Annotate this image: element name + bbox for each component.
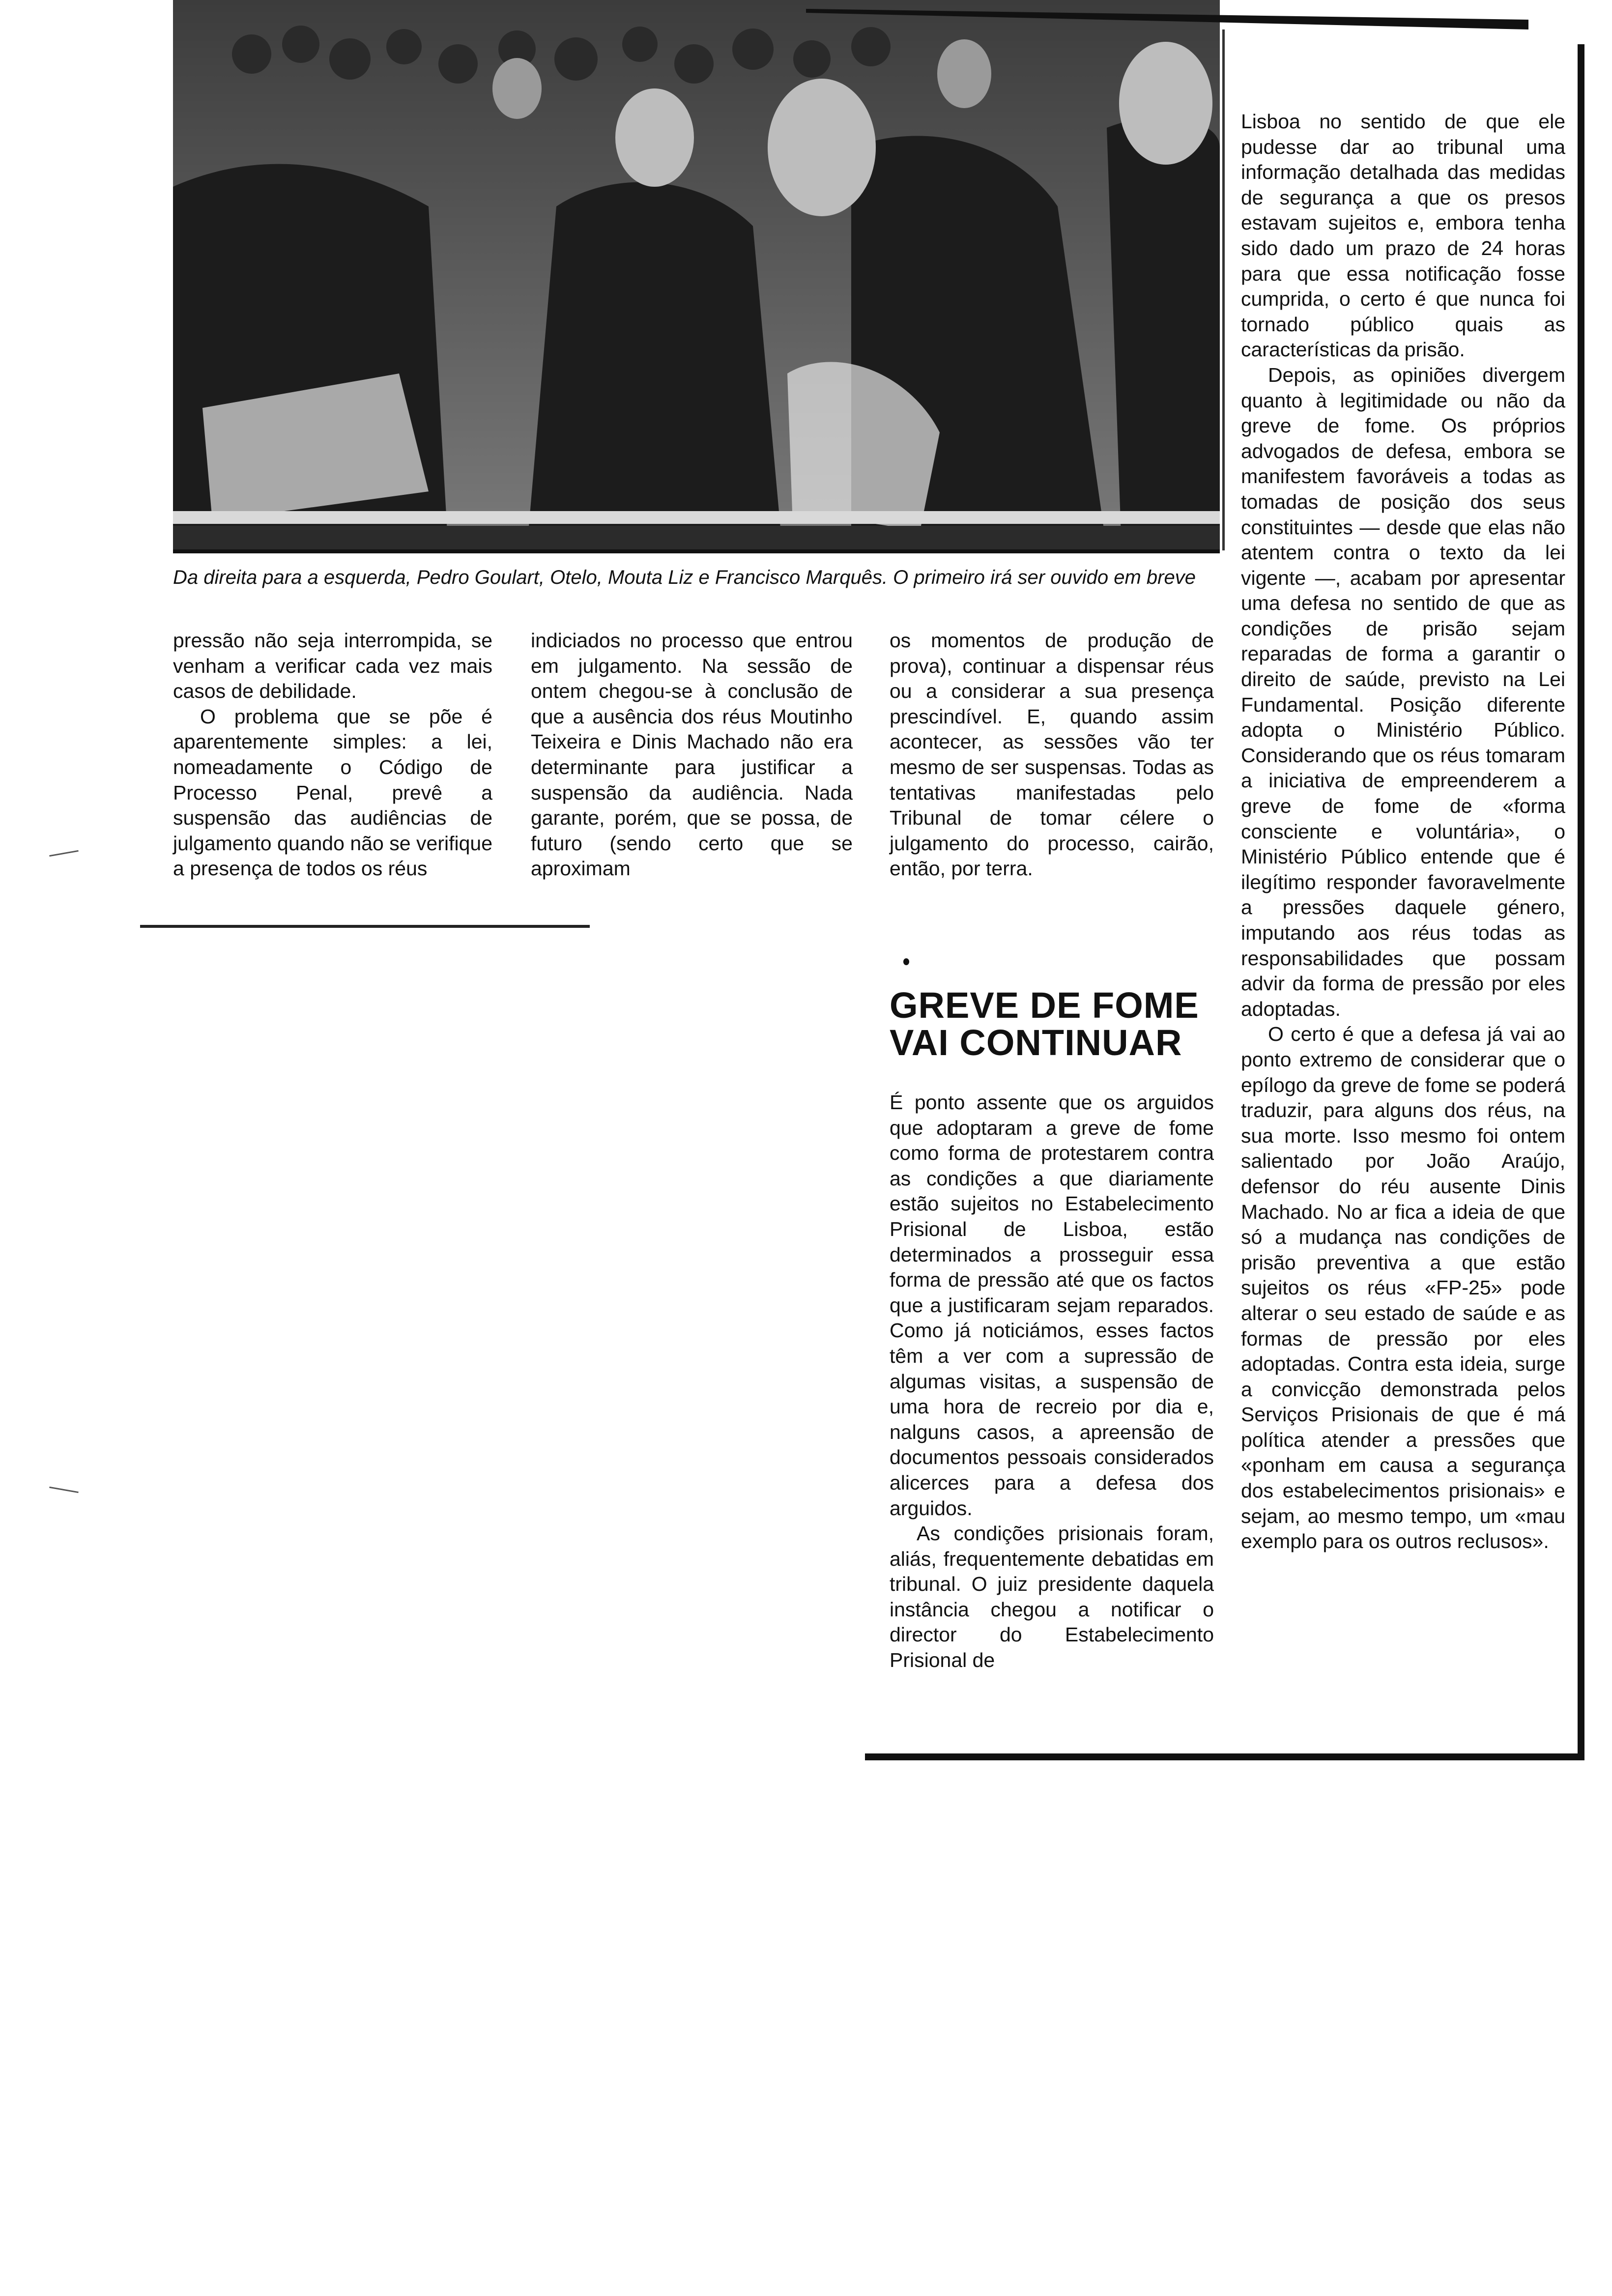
photo-illustration [173,0,1220,549]
courtroom-photo [173,0,1220,549]
top-decorative-rule [806,0,1528,34]
paragraph: É ponto assente que os arguidos que adoptaram a greve de fome como forma de protestarem contra as condições a que diariamente estão sujeitos no Estabelecimento Prisional de Lisboa, estão determinados a prosseguir essa forma de pressão até que os factos que a justificaram sejam reparados. Como já noticiámos, esses factos têm a ver com a supressão de algumas visitas, a suspensão de uma hora de recreio por dia e, nalguns casos, a apreensão de documentos pessoais considerados alicerces para a defesa dos arguidos. [890,1091,1214,1520]
column-bottom-border [865,1753,1584,1760]
article-column-3 [890,628,1214,882]
article-column-1 [173,628,492,882]
photo-caption: Da direita para a esquerda, Pedro Goulart, Otelo, Mouta Liz e Francisco Marquês. O primeiro irá ser ouvido em breve [173,567,1196,588]
photo-bottom-rule [173,549,1220,553]
paragraph: os momentos de produção de prova), continuar a dispensar réus ou a considerar a sua presença prescindível. E, quando assim acontecer, as sessões vão ter mesmo de ser suspensas. Todas as tentativas manifestadas pelo Tribunal de tomar célere o julgamento do processo, cairão, então, por terra. [890,629,1214,880]
scan-mark [49,850,79,857]
section-heading: GREVE DE FOME VAI CONTINUAR [890,985,1199,1063]
paragraph: indiciados no processo que entrou em julgamento. Na sessão de ontem chegou-se à conclusão de que a ausência dos réus Moutinho Teixeira e Dinis Machado não era determinante para justificar a suspensão da audiência. Nada garante, porém, que se possa, de futuro (sendo certo que se aproximam [531,629,853,880]
bullet-icon [903,958,909,965]
paragraph: O problema que se põe é aparentemente simples: a lei, nomeadamente o Código de Processo Penal, prevê a suspensão das audiências de julgamento quando não se verifique a presença de todos os réus [173,705,492,880]
paragraph: O certo é que a defesa já vai ao ponto extremo de considerar que o epílogo da greve de fome se poderá traduzir, para alguns dos réus, na sua morte. Isso mesmo foi ontem salientado por João Araújo, defensor do réu ausente Dinis Machado. No ar fica a ideia de que só a mudança nas condições de prisão preventiva a que estão sujeitos os réus «FP-25» pode alterar o seu estado de saúde e as formas de pressão por eles adoptadas. Contra esta ideia, surge a convicção demonstrada pelos Serviços Prisionais de que é má política atender a pressões que «ponham em causa a segurança dos estabelecimentos prisionais» e sejam, ao mesmo tempo, um «mau exemplo para os outros reclusos». [1241,1023,1565,1553]
paragraph: Depois, as opiniões divergem quanto à legitimidade ou não da greve de fome. Os próprios advogados de defesa, embora se manifestem favoráveis a todas as tomadas de posição dos seus constituintes — desde que elas não atentem contra o texto da lei vigente —, acabam por apresentar uma defesa no sentido de que as condições de prisão sejam reparadas de forma a garantir o direito de saúde, previsto na Lei Fundamental. Posição diferente adopta o Ministério Público. Considerando que os réus tomaram a iniciativa de empreenderem a greve de fome de «forma consciente e voluntária», o Ministério Público entende que é ilegítimo responder favoravelmente a pressões daquele género, imputando aos réus todas as responsabilidades que possam advir da forma de pressão por eles adoptadas. [1241,363,1565,1020]
paragraph: Lisboa no sentido de que ele pudesse dar ao tribunal uma informação detalhada das medidas de segurança a que os presos estavam sujeitos e, embora tenha sido dado um prazo de 24 horas para que essa notificação fosse cumprida, o certo é que nunca foi tornado público quais as características da prisão. [1241,110,1565,361]
scan-mark [49,1487,79,1493]
article-column-4 [1241,109,1565,1554]
article-column-5 [890,1090,1214,1673]
paragraph: pressão não seja interrompida, se venham a verificar cada vez mais casos de debilidade. [173,629,492,703]
column-right-border [1578,44,1584,1759]
article-column-2 [531,628,853,882]
photo-right-edge-rule [1222,29,1225,550]
column-end-rule [140,925,590,928]
paragraph: As condições prisionais foram, aliás, frequentemente debatidas em tribunal. O juiz presidente daquela instância chegou a notificar o director do Estabelecimento Prisional de [890,1522,1214,1672]
